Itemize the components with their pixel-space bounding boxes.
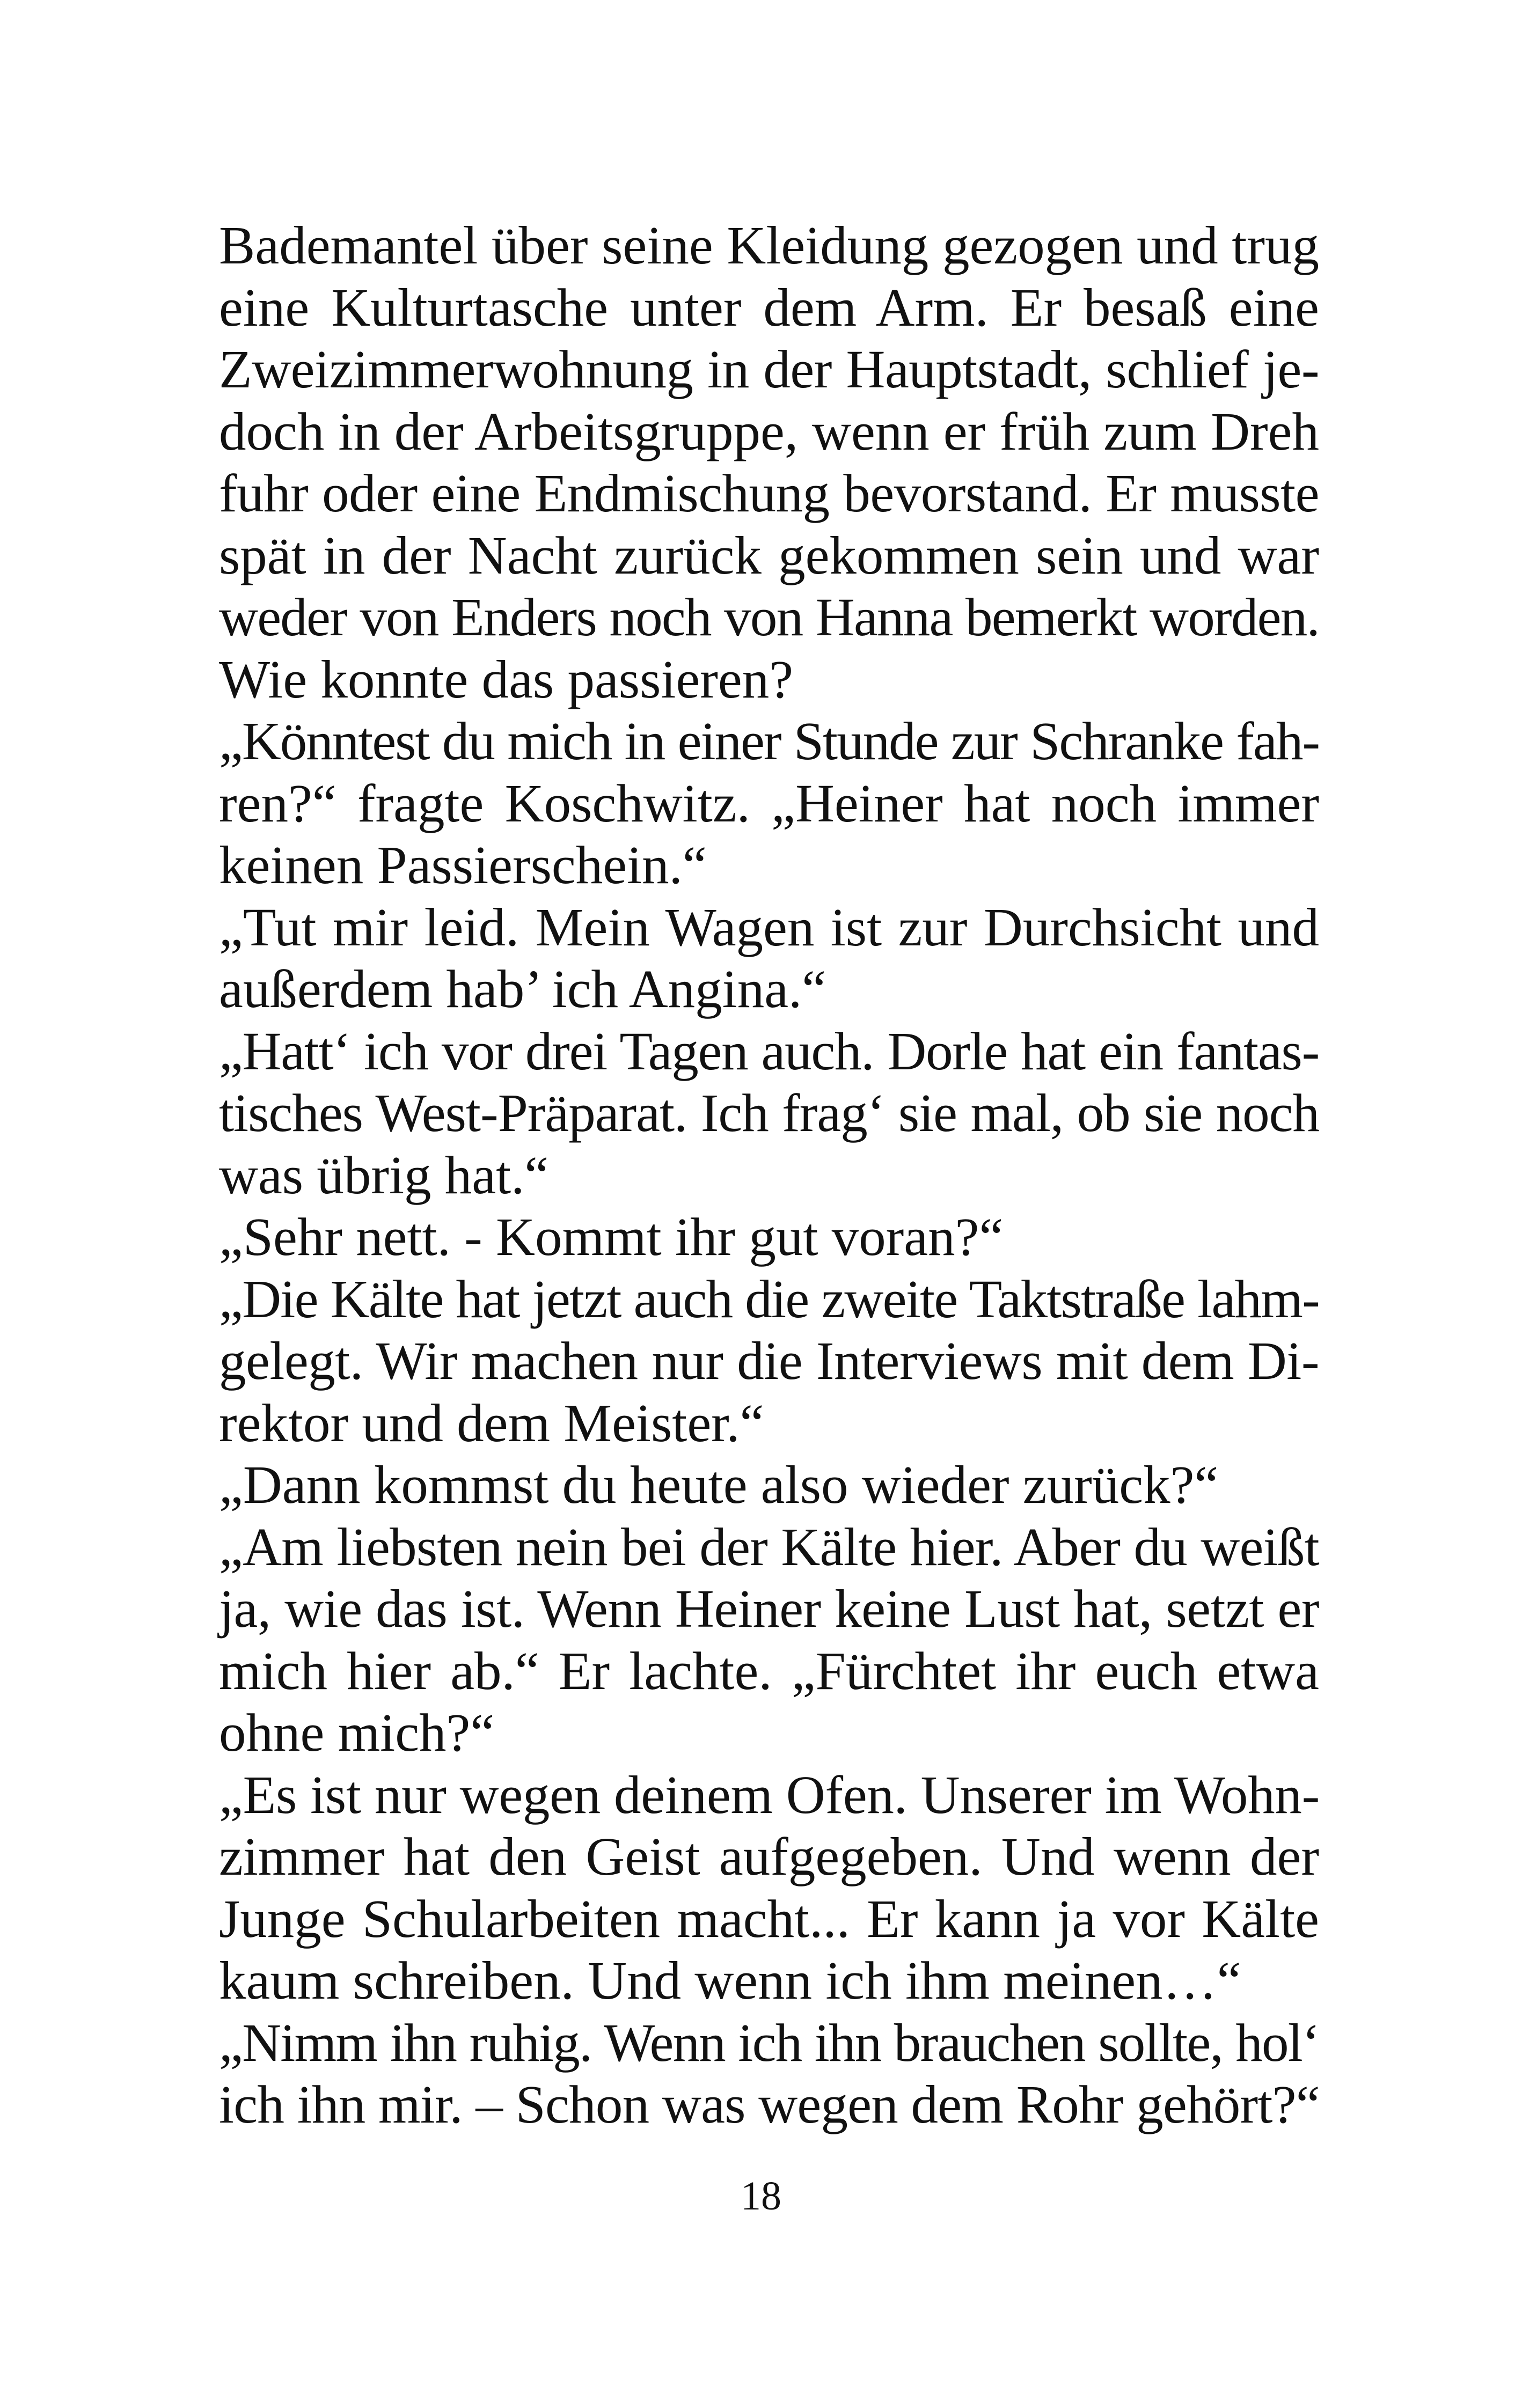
text-line: ohne mich?“ — [219, 1702, 495, 1763]
text-line: tisches West-Präparat. Ich frag‘ sie mal, ob sie noch — [219, 1083, 1319, 1143]
text-line: „Dann kommst du heute also wieder zurück?“ — [219, 1455, 1219, 1515]
text-line: eine Kulturtasche unter dem Arm. Er besaß eine — [219, 277, 1319, 337]
text-line: ren?“ fragte Koschwitz. „Heiner hat noch immer — [219, 773, 1319, 833]
text-line: Wie konnte das passieren? — [219, 649, 794, 709]
text-line: „Sehr nett. - Kommt ihr gut voran?“ — [219, 1207, 1004, 1267]
text-line: kaum schreiben. Und wenn ich ihm meinen…“ — [219, 1950, 1241, 2010]
text-line: rektor und dem Meister.“ — [219, 1392, 764, 1453]
page-number: 18 — [741, 2174, 781, 2219]
text-line: gelegt. Wir machen nur die Interviews mit dem Di- — [219, 1331, 1319, 1391]
text-line: „Es ist nur wegen deinem Ofen. Unserer im Wohn- — [219, 1764, 1320, 1825]
text-line: „Am liebsten nein bei der Kälte hier. Aber du weißt — [219, 1516, 1319, 1577]
text-line: Junge Schularbeiten macht... Er kann ja vor Kälte — [219, 1888, 1319, 1949]
text-line: doch in der Arbeitsgruppe, wenn er früh zum Dreh — [219, 401, 1319, 461]
text-line: „Tut mir leid. Mein Wagen ist zur Durchsicht und — [219, 897, 1319, 957]
text-line: außerdem hab’ ich Angina.“ — [219, 959, 826, 1019]
text-line: „Hatt‘ ich vor drei Tagen auch. Dorle hat ein fantas- — [219, 1021, 1319, 1081]
text-line: keinen Passierschein.“ — [219, 835, 707, 895]
text-line: ich ihn mir. – Schon was wegen dem Rohr gehört?“ — [219, 2074, 1320, 2134]
text-line: Zweizimmerwohnung in der Hauptstadt, schlief je- — [219, 339, 1319, 399]
text-line: spät in der Nacht zurück gekommen sein und war — [219, 525, 1319, 585]
text-line: fuhr oder eine Endmischung bevorstand. Er musste — [219, 463, 1319, 523]
text-line: mich hier ab.“ Er lachte. „Fürchtet ihr euch etwa — [219, 1640, 1319, 1701]
body-text — [219, 215, 1319, 2136]
text-line: „Nimm ihn ruhig. Wenn ich ihn brauchen sollte, hol‘ — [219, 2012, 1319, 2073]
text-line: was übrig hat.“ — [219, 1144, 549, 1205]
text-line: ja, wie das ist. Wenn Heiner keine Lust hat, setzt er — [219, 1579, 1319, 1639]
text-line: Bademantel über seine Kleidung gezogen und trug — [219, 215, 1319, 275]
text-line: weder von Enders noch von Hanna bemerkt worden. — [219, 587, 1319, 647]
text-line: „Die Kälte hat jetzt auch die zweite Taktstraße lahm- — [219, 1268, 1319, 1329]
text-line: zimmer hat den Geist aufgegeben. Und wenn der — [219, 1826, 1319, 1886]
text-line: „Könntest du mich in einer Stunde zur Schranke fah- — [219, 711, 1319, 771]
